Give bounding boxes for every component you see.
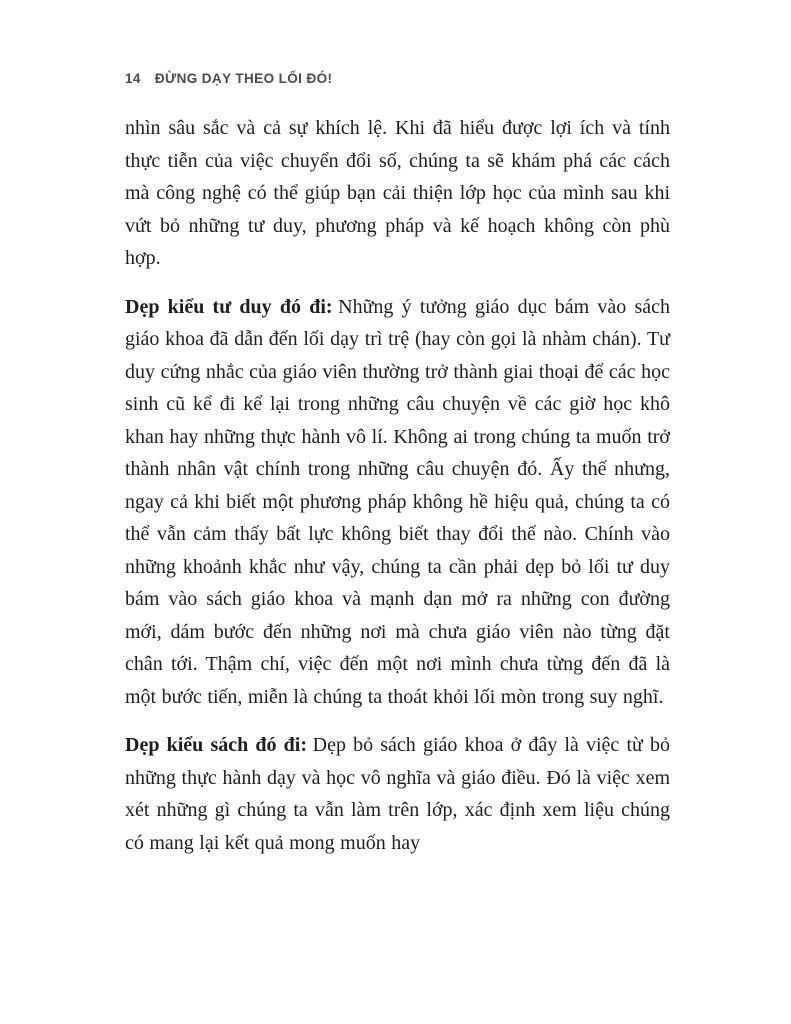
paragraph-text: nhìn sâu sắc và cả sự khích lệ. Khi đã hiểu được lợi ích và tính thực tiễn của việc chuyển đổi số, chúng ta sẽ khám phá các cách mà công nghệ có thể giúp bạn cải thiện lớp học của mình sau khi vứt bỏ những tư duy, phương pháp và kế hoạch không còn phù hợp. bbox=[125, 117, 670, 269]
paragraph-text: Những ý tưởng giáo dục bám vào sách giáo khoa đã dẫn đến lối dạy trì trệ (hay còn gọi là nhàm chán). Tư duy cứng nhắc của giáo viên thường trở thành giai thoại để các học sinh cũ kể đi kể lại trong những câu chuyện về các giờ học khô khan hay những thực hành vô lí. Không ai trong chúng ta muốn trở thành nhân vật chính trong những câu chuyện đó. Ấy thế nhưng, ngay cả khi biết một phương pháp không hề hiệu quả, chúng ta có thể vẫn cảm thấy bất lực không biết thay đổi thế nào. Chính vào những khoảnh khắc như vậy, chúng ta cần phải dẹp bỏ lối tư duy bám vào sách giáo khoa và mạnh dạn mở ra những con đường mới, dám bước đến những nơi mà chưa giáo viên nào từng đặt chân tới. Thậm chí, việc đến một nơi mình chưa từng đến đã là một bước tiến, miễn là chúng ta thoát khỏi lối mòn trong suy nghĩ. bbox=[125, 295, 670, 708]
paragraph-dep-kieu-sach bbox=[125, 729, 670, 859]
page-body bbox=[125, 112, 670, 859]
page-number: 14 bbox=[125, 71, 141, 86]
paragraph-lead: Dẹp kiểu sách đó đi: bbox=[125, 734, 308, 756]
paragraph-continuation bbox=[125, 112, 670, 275]
paragraph-lead: Dẹp kiểu tư duy đó đi: bbox=[125, 295, 333, 318]
running-title: ĐỪNG DẠY THEO LỐI ĐÓ! bbox=[154, 71, 333, 86]
paragraph-text: Dẹp bỏ sách giáo khoa ở đây là việc từ bỏ những thực hành dạy và học vô nghĩa và giáo điều. Đó là việc xem xét những gì chúng ta vẫn làm trên lớp, xác định xem liệu chúng có mang lại kết quả mong muốn hay bbox=[125, 734, 671, 854]
paragraph-dep-kieu-tu-duy bbox=[125, 291, 670, 714]
running-header bbox=[125, 71, 670, 86]
